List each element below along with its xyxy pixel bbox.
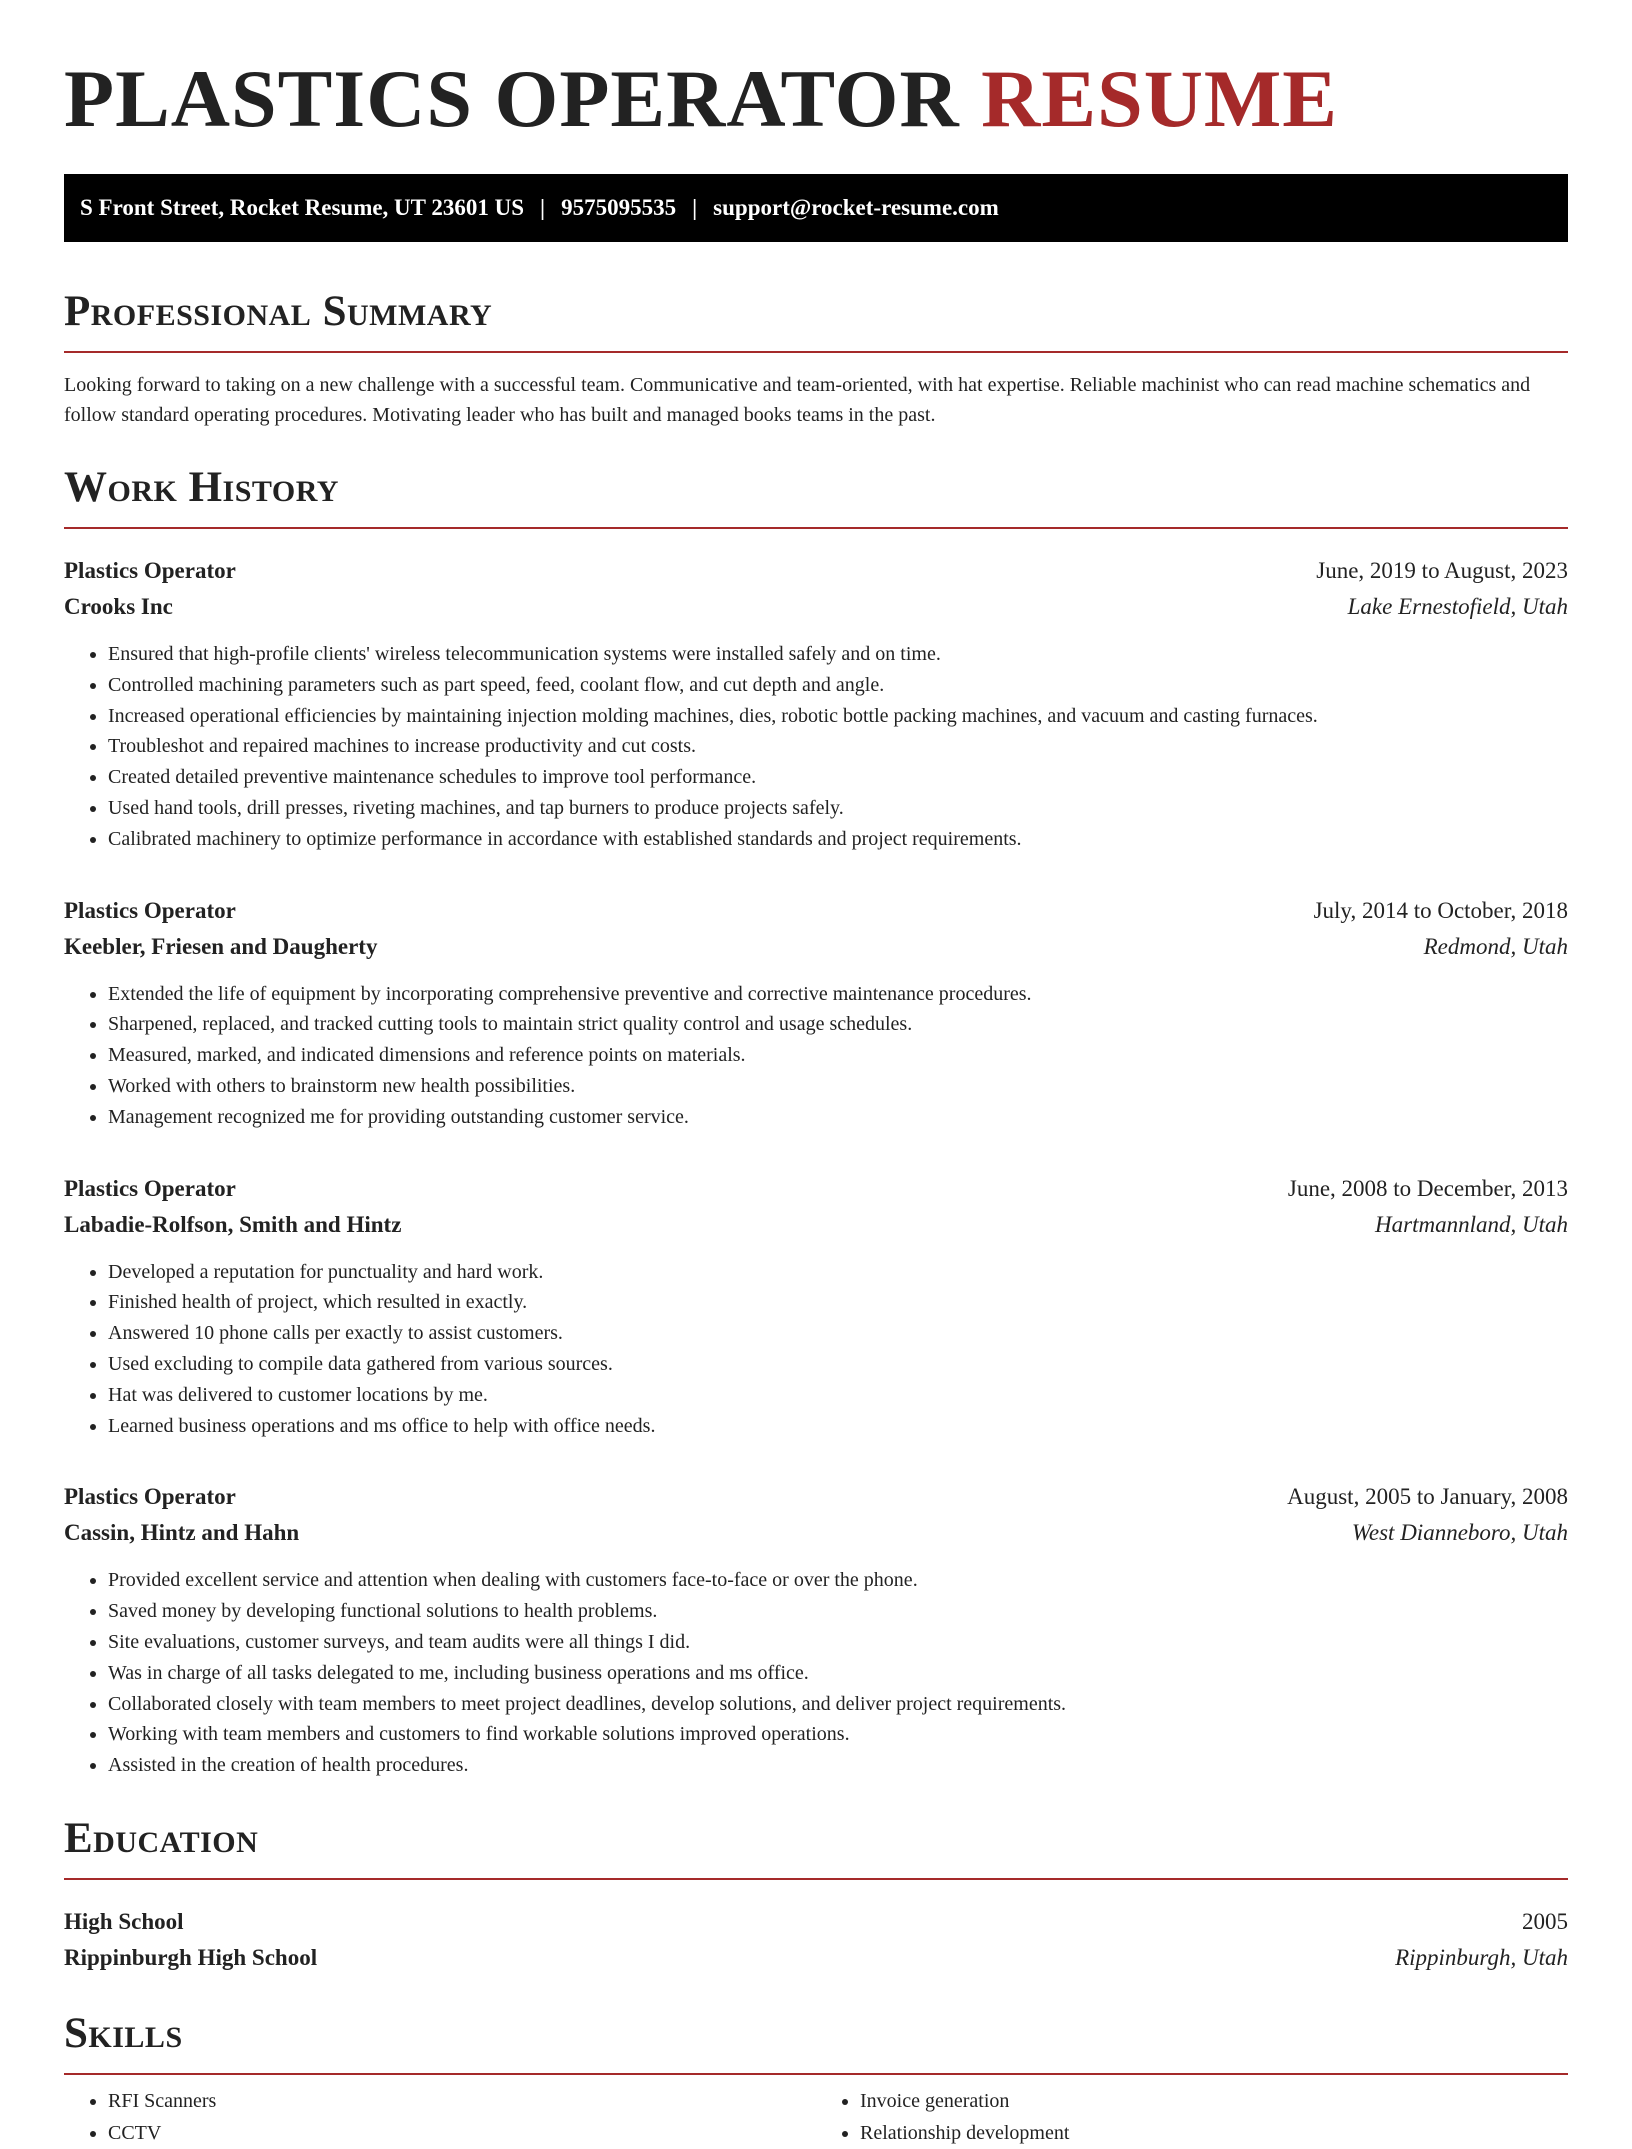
section-heading: Professional Summary <box>64 288 493 335</box>
job-bullets <box>64 979 1568 1133</box>
skills-column-left <box>64 2085 816 2149</box>
job-bullets <box>64 639 1568 855</box>
contact-separator: | <box>692 195 698 220</box>
contact-email: support@rocket-resume.com <box>713 195 999 220</box>
job-bullets <box>64 1257 1568 1442</box>
section-heading: Education <box>64 1814 259 1862</box>
section-divider <box>64 527 1568 529</box>
job-entry <box>64 553 1568 855</box>
section-heading: Skills <box>64 2009 183 2057</box>
list-item: • Learned business operations and ms office to help with office needs. <box>108 1411 1568 1442</box>
contact-phone: 9575095535 <box>561 195 677 220</box>
list-item: • Increased operational efficiencies by maintaining injection molding machines, dies, robotic bottle packing machines, and vacuum and casting furnaces. <box>108 701 1568 732</box>
list-item: • Assisted in the creation of health procedures. <box>108 1750 1568 1781</box>
list-item: • Hat was delivered to customer locations by me. <box>108 1380 1568 1411</box>
summary-section <box>64 290 1568 430</box>
resume-title <box>64 53 1568 144</box>
job-title: Plastics Operator <box>64 1484 236 1510</box>
job-entry <box>64 893 1568 1133</box>
list-item: • Created detailed preventive maintenance schedules to improve tool performance. <box>108 762 1568 793</box>
list-item: • Worked with others to brainstorm new health possibilities. <box>108 1071 1568 1102</box>
list-item: • Calibrated machinery to optimize performance in accordance with established standards and project requirements. <box>108 824 1568 855</box>
list-item: • Saved money by developing functional solutions to health problems. <box>108 1596 1568 1627</box>
job-title: Plastics Operator <box>64 1175 236 1201</box>
education-section <box>64 1814 1568 1976</box>
job-entry <box>64 1479 1568 1781</box>
list-item: • Developed a reputation for punctuality and hard work. <box>108 1257 1568 1288</box>
list-item: • Controlled machining parameters such as part speed, feed, coolant flow, and cut depth and angle. <box>108 670 1568 701</box>
title-accent: RESUME <box>981 53 1338 144</box>
list-item: • Working with team members and customers to find workable solutions improved operations. <box>108 1719 1568 1750</box>
list-item: • Extended the life of equipment by incorporating comprehensive preventive and corrective maintenance procedures. <box>108 979 1568 1010</box>
job-location: West Dianneboro, Utah <box>1351 1520 1568 1546</box>
education-location: Rippinburgh, Utah <box>1395 1944 1568 1970</box>
job-title: Plastics Operator <box>64 897 236 923</box>
job-entry <box>64 1171 1568 1442</box>
job-dates: June, 2019 to August, 2023 <box>1316 558 1568 583</box>
work-history-section <box>64 466 1568 1781</box>
job-location: Lake Ernestofield, Utah <box>1347 594 1568 619</box>
job-dates: August, 2005 to January, 2008 <box>1287 1484 1568 1510</box>
contact-address: S Front Street, Rocket Resume, UT 23601 US <box>80 195 524 220</box>
education-year: 2005 <box>1522 1908 1568 1934</box>
list-item: • Used excluding to compile data gathered from various sources. <box>108 1349 1568 1380</box>
job-dates: June, 2008 to December, 2013 <box>1287 1175 1568 1201</box>
contact-bar <box>64 174 1568 242</box>
contact-separator: | <box>540 195 546 220</box>
section-heading: Work History <box>64 464 339 511</box>
skill-item: • Invoice generation <box>860 2085 1568 2117</box>
list-item: • Used hand tools, drill presses, riveting machines, and tap burners to produce projects safely. <box>108 793 1568 824</box>
list-item: • Measured, marked, and indicated dimensions and reference points on materials. <box>108 1040 1568 1071</box>
skill-item: • CCTV <box>108 2117 816 2149</box>
list-item: • Answered 10 phone calls per exactly to assist customers. <box>108 1318 1568 1349</box>
summary-text: Looking forward to taking on a new challenge with a successful team. Communicative and team-oriented, with hat expertise. Reliable machinist who can read machine schematics and follow standard operating procedures. Motivating leader who has built and managed books teams in the past. <box>64 374 1531 426</box>
list-item: • Was in charge of all tasks delegated to me, including business operations and ms office. <box>108 1658 1568 1689</box>
job-location: Hartmannland, Utah <box>1375 1211 1568 1237</box>
list-item: • Troubleshot and repaired machines to increase productivity and cut costs. <box>108 731 1568 762</box>
job-company: Labadie-Rolfson, Smith and Hintz <box>64 1211 402 1237</box>
title-main: PLASTICS OPERATOR <box>64 53 960 144</box>
job-bullets <box>64 1565 1568 1781</box>
list-item: • Management recognized me for providing outstanding customer service. <box>108 1102 1568 1133</box>
skills-column-right <box>816 2085 1568 2149</box>
list-item: • Sharpened, replaced, and tracked cutting tools to maintain strict quality control and usage schedules. <box>108 1009 1568 1040</box>
job-company: Cassin, Hintz and Hahn <box>64 1520 300 1546</box>
job-title: Plastics Operator <box>64 558 236 583</box>
list-item: • Finished health of project, which resulted in exactly. <box>108 1287 1568 1318</box>
job-location: Redmond, Utah <box>1423 933 1568 959</box>
job-company: Keebler, Friesen and Daugherty <box>64 933 378 959</box>
list-item: • Ensured that high-profile clients' wireless telecommunication systems were installed safely and on time. <box>108 639 1568 670</box>
education-degree: High School <box>64 1908 184 1934</box>
list-item: • Site evaluations, customer surveys, and team audits were all things I did. <box>108 1627 1568 1658</box>
skill-item: • Relationship development <box>860 2117 1568 2149</box>
skill-item: • RFI Scanners <box>108 2085 816 2117</box>
list-item: • Collaborated closely with team members to meet project deadlines, develop solutions, and deliver project requirements. <box>108 1689 1568 1720</box>
list-item: • Provided excellent service and attention when dealing with customers face-to-face or over the phone. <box>108 1565 1568 1596</box>
education-entry <box>64 1904 1568 1976</box>
skills-section <box>64 2009 1568 2149</box>
job-dates: July, 2014 to October, 2018 <box>1313 897 1568 923</box>
section-divider <box>64 351 1568 353</box>
skills-list <box>64 2085 1568 2149</box>
education-school: Rippinburgh High School <box>64 1944 318 1970</box>
section-divider <box>64 1878 1568 1880</box>
job-company: Crooks Inc <box>64 594 173 619</box>
section-divider <box>64 2073 1568 2075</box>
